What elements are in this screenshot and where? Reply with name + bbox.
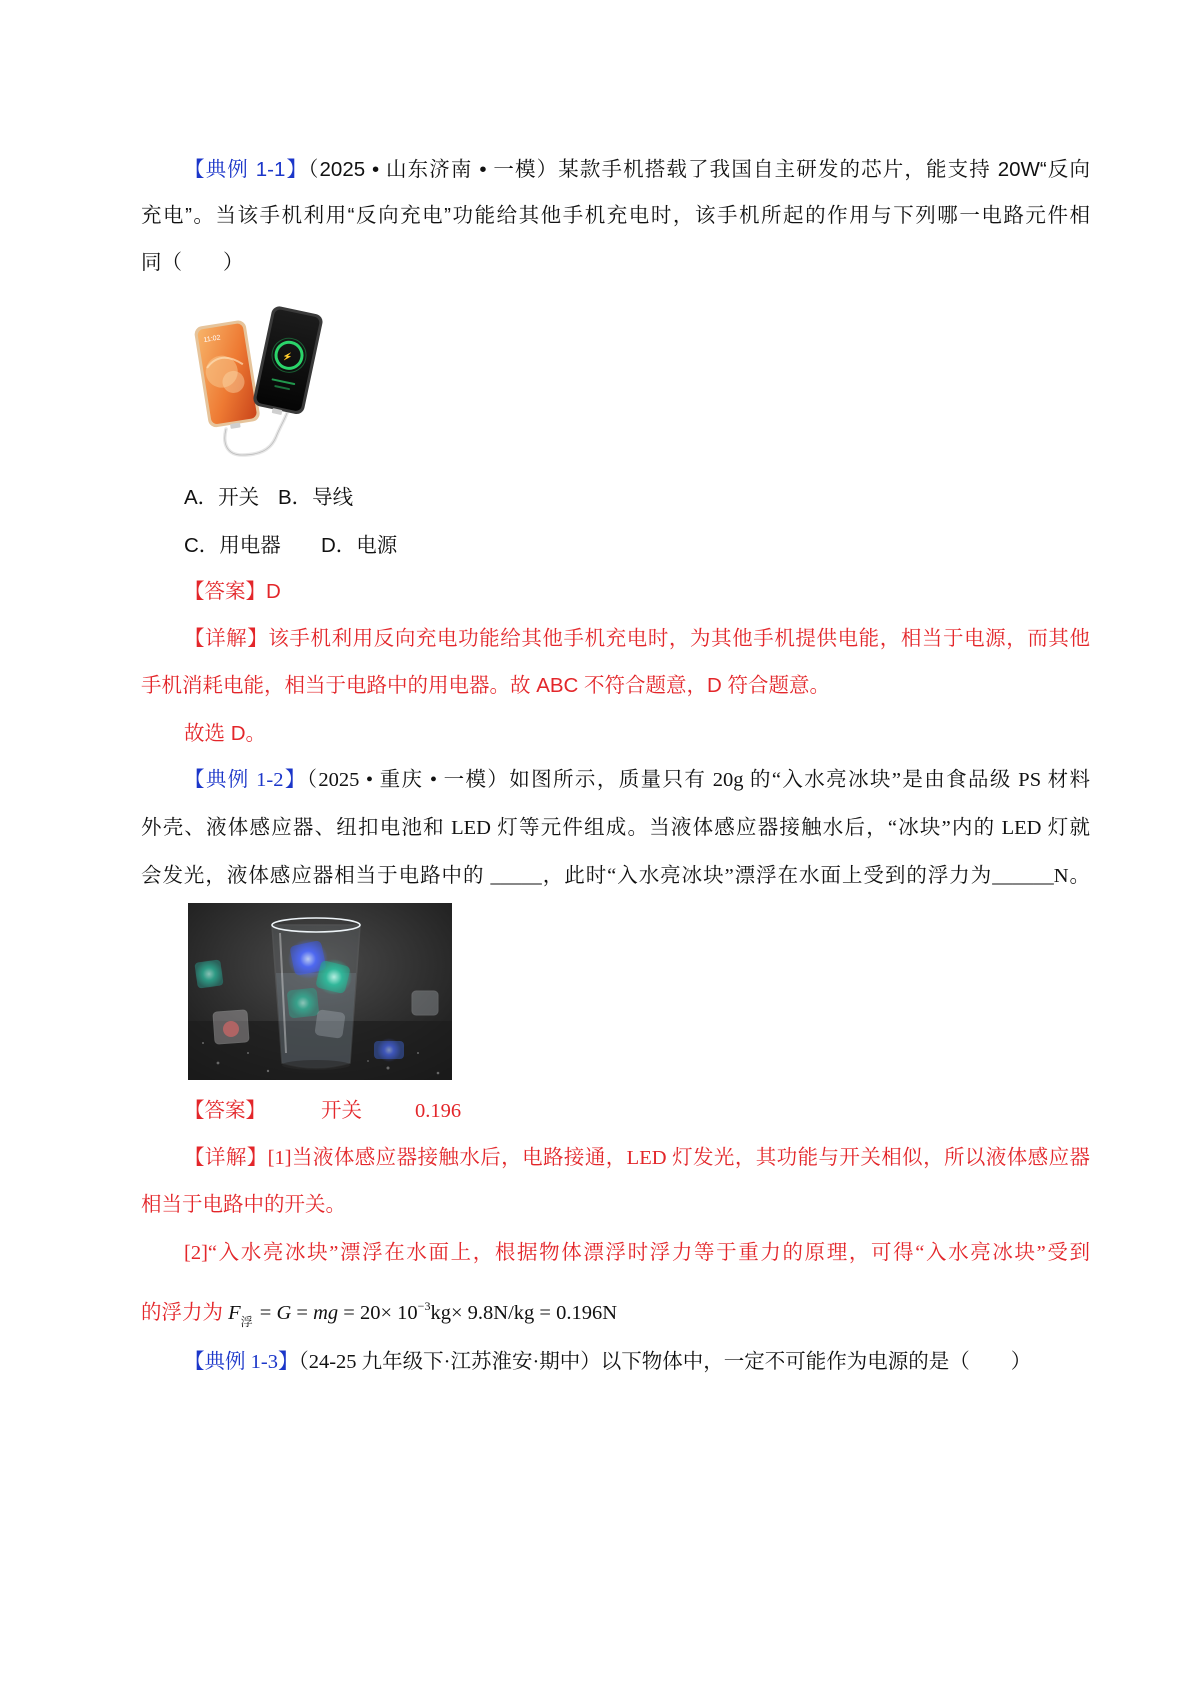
formula-exponent: −3 — [417, 1299, 431, 1313]
formula-eq-2: = — [291, 1302, 314, 1324]
example-1-2-answer-blank-2: 0.196 — [415, 1100, 462, 1122]
example-1-2-answer — [0, 1096, 1200, 1126]
example-1-1-stem-line-1 — [184, 155, 1090, 185]
option-b: B．导线 — [278, 486, 354, 509]
formula-tail: kg× 9.8N/kg = 0.196N — [430, 1302, 618, 1324]
example-1-2-stem-text: （2025 • 重庆 • 一模）如图所示，质量只有 20g 的“入水亮冰块”是由食品级 PS 材料 — [306, 769, 1090, 791]
example-1-1-explanation-line-1: 【详解】该手机利用反向充电功能给其他手机充电时，为其他手机提供电能，相当于电源，而其他 — [184, 627, 1090, 650]
formula-g: G — [276, 1302, 292, 1324]
example-1-1-conclusion: 故选 D。 — [184, 722, 266, 745]
example-1-2-explanation-line-4 — [141, 1286, 618, 1329]
option-a: A．开关 — [184, 486, 260, 509]
example-1-1-stem-line-2: 充电”。当该手机利用“反向充电”功能给其他手机充电时，该手机所起的作用与下列哪一电路元件相 — [141, 204, 1090, 227]
example-1-1-stem-text: （2025 • 山东济南 • 一模）某款手机搭载了我国自主研发的芯片，能支持 20W“反向 — [308, 158, 1090, 181]
example-1-2-answer-label: 【答案】 — [184, 1100, 266, 1122]
outside-cube-left — [194, 959, 223, 988]
example-1-3-stem-line-1 — [184, 1347, 1031, 1377]
example-1-2-answer-blank-1: 开关 — [321, 1100, 362, 1122]
outside-cube-right — [412, 991, 438, 1015]
example-1-2-stem-line-2: 外壳、液体感应器、纽扣电池和 LED 灯等元件组成。当液体感应器接触水后，“冰块”内的 LED 灯就 — [141, 817, 1090, 839]
example-1-2-stem-line-1 — [184, 765, 1090, 795]
formula-eq-1: = — [254, 1302, 277, 1324]
example-1-1-options-row-2 — [0, 531, 1200, 561]
example-1-1-options-row-1 — [0, 483, 1200, 513]
example-1-2-label: 【典例 1-2】 — [184, 769, 307, 791]
example-1-1-answer: 【答案】D — [184, 580, 281, 603]
example-1-1-label: 【典例 1-1】 — [184, 158, 309, 181]
example-1-2-explanation-line-2: 相当于电路中的开关。 — [141, 1194, 346, 1216]
example-1-1-explanation-line-2: 手机消耗电能，相当于电路中的用电器。故 ABC 不符合题意，D 符合题意。 — [141, 674, 831, 697]
formula-f: F — [228, 1302, 241, 1324]
option-c: C．用电器 — [184, 534, 281, 557]
ice-cubes-illustration — [188, 903, 452, 1080]
example-1-1-stem-line-3: 同（ ） — [141, 251, 244, 274]
left-phone — [193, 319, 261, 432]
svg-text:⚡: ⚡ — [281, 351, 294, 363]
right-phone — [251, 305, 324, 419]
example-1-3-stem-text: （24-25 九年级下·江苏淮安·期中）以下物体中，一定不可能作为电源的是（ ） — [298, 1351, 1032, 1373]
glass — [272, 918, 360, 1070]
example-1-2-explanation-line-3: [2]“入水亮冰块”漂浮在水面上，根据物体漂浮时浮力等于重力的原理，可得“入水亮冰块”受到 — [184, 1242, 1090, 1264]
buoyancy-formula — [228, 1299, 618, 1329]
option-d: D．电源 — [321, 534, 398, 557]
svg-text:11:02: 11:02 — [203, 334, 221, 345]
phones-illustration — [192, 305, 335, 460]
example-1-3-label: 【典例 1-3】 — [184, 1351, 299, 1373]
example-1-2-stem-line-3: 会发光，液体感应器相当于电路中的 _____，此时“入水亮冰块”漂浮在水面上受到的浮力为______N。 — [141, 865, 1090, 887]
phones-reverse-charging-photo — [192, 305, 335, 460]
outside-cube-front-left — [213, 1010, 249, 1044]
formula-f-subscript: 浮 — [240, 1315, 253, 1329]
formula-mg: mg — [313, 1302, 339, 1324]
formula-eq-3: = 20× 10 — [338, 1302, 418, 1324]
outside-cube-front-right — [374, 1038, 404, 1062]
example-1-2-explanation-line-1: 【详解】[1]当液体感应器接触水后，电路接通，LED 灯发光，其功能与开关相似，所以液体感应器 — [184, 1147, 1090, 1169]
buoyancy-lead-text: 的浮力为 — [141, 1302, 223, 1324]
glowing-ice-cubes-photo — [188, 903, 452, 1080]
